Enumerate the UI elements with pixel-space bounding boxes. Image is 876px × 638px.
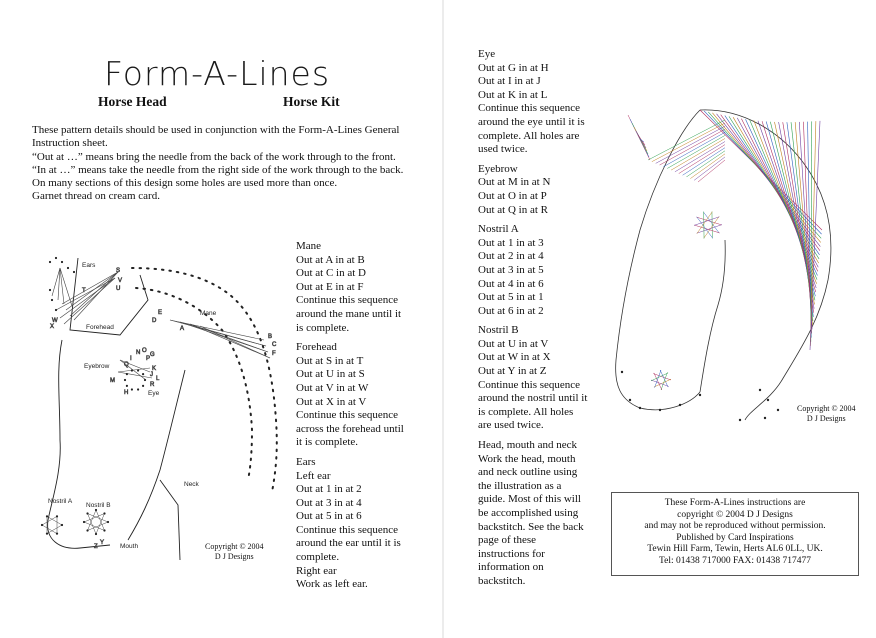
subtitle-horse-head: Horse Head <box>98 94 167 109</box>
diagram-letter: V <box>118 278 123 284</box>
instruction-line: Continue this sequence <box>478 378 581 391</box>
diagram-letter: B <box>268 334 273 340</box>
instruction-line: backstitch. <box>478 574 526 587</box>
instruction-line: complete. <box>296 551 340 564</box>
notice-line: copyright © 2004 D J Designs <box>677 509 793 520</box>
instruction-line: Out at U in at V <box>478 337 549 350</box>
intro-line: “In at …” means take the needle from the right side of the work through to the back. <box>32 163 404 176</box>
copyright-line: D J Designs <box>214 552 254 561</box>
page-title: Form-A-Lines <box>104 54 331 93</box>
instruction-line: Out at 5 in at 1 <box>478 291 544 304</box>
instruction-line: Out at K in at L <box>478 88 548 101</box>
thread-line <box>64 278 115 324</box>
copyright-right <box>797 404 856 424</box>
instruction-line: Out at E in at F <box>296 280 364 293</box>
intro-line: Garnet thread on cream card. <box>32 190 160 203</box>
ear-hole <box>61 261 63 263</box>
instruction-line: complete. All holes are <box>478 129 580 142</box>
instruction-line: Continue this sequence <box>478 102 581 115</box>
instruction-line: Out at 1 in at 2 <box>296 483 362 496</box>
section-heading: Mane <box>296 240 322 252</box>
forehead-thread <box>652 123 725 162</box>
instruction-line: Continue this sequence <box>296 523 399 536</box>
diagram-letter: F <box>272 351 276 357</box>
outline-hole <box>777 409 779 411</box>
diagram-letter: M <box>110 378 115 384</box>
outline-hole <box>767 399 769 401</box>
instruction-line: is complete. <box>296 321 350 334</box>
ear-hole <box>51 299 53 301</box>
eye-hole <box>137 388 139 390</box>
nostril-hole <box>61 524 63 526</box>
diagram-letter: A <box>180 326 185 332</box>
mane-thread <box>754 120 817 283</box>
thread-line <box>60 268 72 306</box>
eye-hole <box>126 385 128 387</box>
thread-line <box>66 272 121 310</box>
diagram-letter: E <box>158 310 163 316</box>
copyright-line: Copyright © 2004 <box>797 404 856 413</box>
nostril-hole <box>46 533 48 535</box>
diagram-letter: S <box>116 268 121 274</box>
diagram-letter: I <box>130 356 132 362</box>
instruction-line: Work the head, mouth <box>478 452 576 465</box>
ear-hole <box>55 257 57 259</box>
thread-line <box>60 278 115 318</box>
diagram-letter: Y <box>100 540 105 546</box>
nostril-hole <box>107 521 109 523</box>
label-forehead: Forehead <box>86 324 114 331</box>
outline-hole <box>699 394 701 396</box>
instruction-line: Out at W in at X <box>478 351 551 364</box>
section-heading: Nostril A <box>478 223 519 236</box>
diagram-letter: P <box>146 356 151 362</box>
ear-hole <box>67 267 69 269</box>
instruction-line: Continue this sequence <box>296 409 399 422</box>
copyright-line: D J Designs <box>806 414 846 423</box>
outline-hole <box>764 417 766 419</box>
nostril-hole <box>56 515 58 517</box>
instruction-line: and neck outline using <box>478 466 578 479</box>
intro-line: These pattern details should be used in conjunction with the Form-A-Lines General Instruction sheet. <box>32 124 400 150</box>
instruction-line: used twice. <box>478 143 528 156</box>
instruction-line: around the mane until it <box>296 307 402 320</box>
instruction-line: is complete. All holes <box>478 405 574 418</box>
nostril-hole <box>41 524 43 526</box>
mane-thread <box>750 120 817 280</box>
diagram-letter: O <box>142 348 147 354</box>
eye-thread <box>696 217 722 225</box>
subtitle-horse-kit: Horse Kit <box>283 94 340 109</box>
thread-line <box>190 324 273 358</box>
section-heading: Eye <box>478 48 496 60</box>
notice-line: Tel: 01438 717000 FAX: 01438 717477 <box>659 555 811 566</box>
instruction-line: around the eye until it is <box>478 115 585 128</box>
instruction-line: instructions for <box>478 547 545 560</box>
diagram-letter: K <box>152 366 157 372</box>
thread-line <box>118 372 152 378</box>
instruction-line: Out at 4 in at 6 <box>478 277 544 290</box>
outline-hole <box>739 419 741 421</box>
diagram-letter: Q <box>124 362 129 368</box>
label-mouth: Mouth <box>120 543 139 550</box>
outline-hole <box>621 371 623 373</box>
instruction-line: Out at O in at P <box>478 189 547 202</box>
instruction-line: backstitch. See the back <box>478 520 584 533</box>
diagram-letter: C <box>272 342 277 348</box>
instruction-line: Out at 5 in at 6 <box>296 510 362 523</box>
eye-hole <box>142 385 144 387</box>
diagram-outline <box>48 258 277 560</box>
intro-line: On many sections of this design some holes are used more than once. <box>32 177 338 190</box>
notice-line: and may not be reproduced without permission. <box>644 521 826 531</box>
notice-line: Tewin Hill Farm, Tewin, Herts AL6 0LL, UK. <box>647 544 823 554</box>
section-heading: Head, mouth and neck <box>478 439 577 452</box>
instruction-line: Out at Q in at R <box>478 203 548 216</box>
instruction-line: Out at A in at B <box>296 253 365 266</box>
eye-hole <box>142 373 144 375</box>
eye-thread <box>694 225 720 233</box>
ear-hole <box>49 289 51 291</box>
horse-jaw-outline <box>700 240 725 392</box>
outline-hole <box>659 409 661 411</box>
section-heading: Nostril B <box>478 324 519 337</box>
nostril-hole <box>95 509 97 511</box>
instruction-line: Continue this sequence <box>296 294 399 307</box>
copyright-line: Copyright © 2004 <box>205 542 264 551</box>
diagram-letter: R <box>150 382 155 388</box>
instruction-line: Out at X in at V <box>296 395 367 408</box>
eye-hole <box>124 379 126 381</box>
eye-hole <box>131 369 133 371</box>
thread-line <box>58 268 60 300</box>
notice-line: Published by Card Inspirations <box>676 532 794 543</box>
instruction-line: Out at 3 in at 5 <box>478 263 544 276</box>
eye-hole <box>137 369 139 371</box>
instruction-line: be accomplished using <box>478 507 579 519</box>
instruction-line: it is complete. <box>296 436 359 449</box>
notice-line: These Form-A-Lines instructions are <box>664 498 806 508</box>
label-mane: Mane <box>200 310 217 317</box>
mane-thread <box>729 116 819 259</box>
nostril-hole <box>95 533 97 535</box>
ear-hole <box>55 309 57 311</box>
diagram-letter: N <box>136 350 141 356</box>
section-heading: Eyebrow <box>478 162 518 175</box>
diagram-letter: Z <box>94 544 98 550</box>
thread-line <box>62 272 121 304</box>
instruction-line: Out at V in at W <box>296 381 369 394</box>
section-heading: Forehead <box>296 341 337 354</box>
diagram-letter: T <box>82 288 86 294</box>
nostril-hole <box>103 512 105 514</box>
instruction-line: Out at 1 in at 3 <box>478 236 544 249</box>
instruction-line: Out at S in at T <box>296 354 364 367</box>
copyright-left <box>205 542 264 562</box>
face-outline <box>48 340 62 520</box>
instruction-line: Out at C in at D <box>296 267 366 280</box>
label-nostril-b: Nostril B <box>86 502 111 509</box>
mane-dot-path <box>132 268 277 492</box>
forehead-thread <box>690 154 725 179</box>
thread-line <box>200 326 273 358</box>
diagram-letter: H <box>124 390 129 396</box>
section-heading: Ears <box>296 455 316 468</box>
instruction-line: Out at U in at S <box>296 368 365 381</box>
outline-hole <box>679 404 681 406</box>
nostril-hole <box>83 521 85 523</box>
instruction-line: Out at Y in at Z <box>478 365 547 378</box>
copyright-notice-box <box>611 492 859 576</box>
diagram-letter: L <box>156 376 160 382</box>
intro-line: “Out at …” means bring the needle from the back of the work through to the front. <box>32 150 396 163</box>
label-nostril-a: Nostril A <box>48 498 73 505</box>
instruction-line: across the forehead until <box>296 422 404 435</box>
instruction-line: are used twice. <box>478 419 544 432</box>
label-ears: Ears <box>82 262 96 269</box>
diagram-threads <box>42 268 277 550</box>
eye-hole <box>144 379 146 381</box>
instruction-line: Right ear <box>296 564 337 577</box>
horse-illustration <box>616 110 831 421</box>
diagram-letter: G <box>150 352 155 358</box>
outline-hole <box>759 389 761 391</box>
diagram-letter: J <box>150 372 153 378</box>
instruction-line: Out at 6 in at 2 <box>478 304 544 317</box>
instruction-line: Out at M in at N <box>478 176 551 189</box>
instruction-line: Work as left ear. <box>296 578 368 591</box>
nostril-hole <box>56 533 58 535</box>
nostril-hole <box>46 515 48 517</box>
forehead-thread <box>686 151 725 177</box>
diagram-letter: W <box>52 318 58 324</box>
neck-outline <box>160 480 180 560</box>
label-eyebrow: Eyebrow <box>84 363 110 370</box>
instruction-line: guide. Most of this will <box>478 493 581 506</box>
label-eye: Eye <box>148 390 160 397</box>
thread-line <box>74 272 121 320</box>
eye-hole <box>131 388 133 390</box>
outline-hole <box>639 407 641 409</box>
instruction-line: Out at I in at J <box>478 75 541 88</box>
instruction-line: Left ear <box>296 469 331 482</box>
diagram-letter: U <box>116 286 121 292</box>
ear-hole <box>49 261 51 263</box>
instruction-line: the illustration as a <box>478 479 562 492</box>
nostril-hole <box>103 529 105 531</box>
instruction-line: Out at 2 in at 4 <box>478 250 544 263</box>
outline-hole <box>629 399 631 401</box>
eye-hole <box>126 373 128 375</box>
instruction-line: around the ear until it is <box>296 537 401 550</box>
diagram-letter: D <box>152 318 157 324</box>
thread-line <box>190 324 268 352</box>
instruction-line: Out at 3 in at 4 <box>296 496 362 509</box>
instruction-line: information on <box>478 561 544 574</box>
nostril-hole <box>86 529 88 531</box>
instruction-line: around the nostril until it <box>478 392 588 405</box>
instruction-line: Out at G in at H <box>478 61 549 74</box>
label-neck: Neck <box>184 481 199 488</box>
instruction-line: page of these <box>478 534 537 547</box>
thread-line <box>70 272 121 316</box>
nostril-hole <box>86 512 88 514</box>
ear-hole <box>73 271 75 273</box>
forehead-thread <box>660 129 725 165</box>
diagram-letter: X <box>50 324 55 330</box>
